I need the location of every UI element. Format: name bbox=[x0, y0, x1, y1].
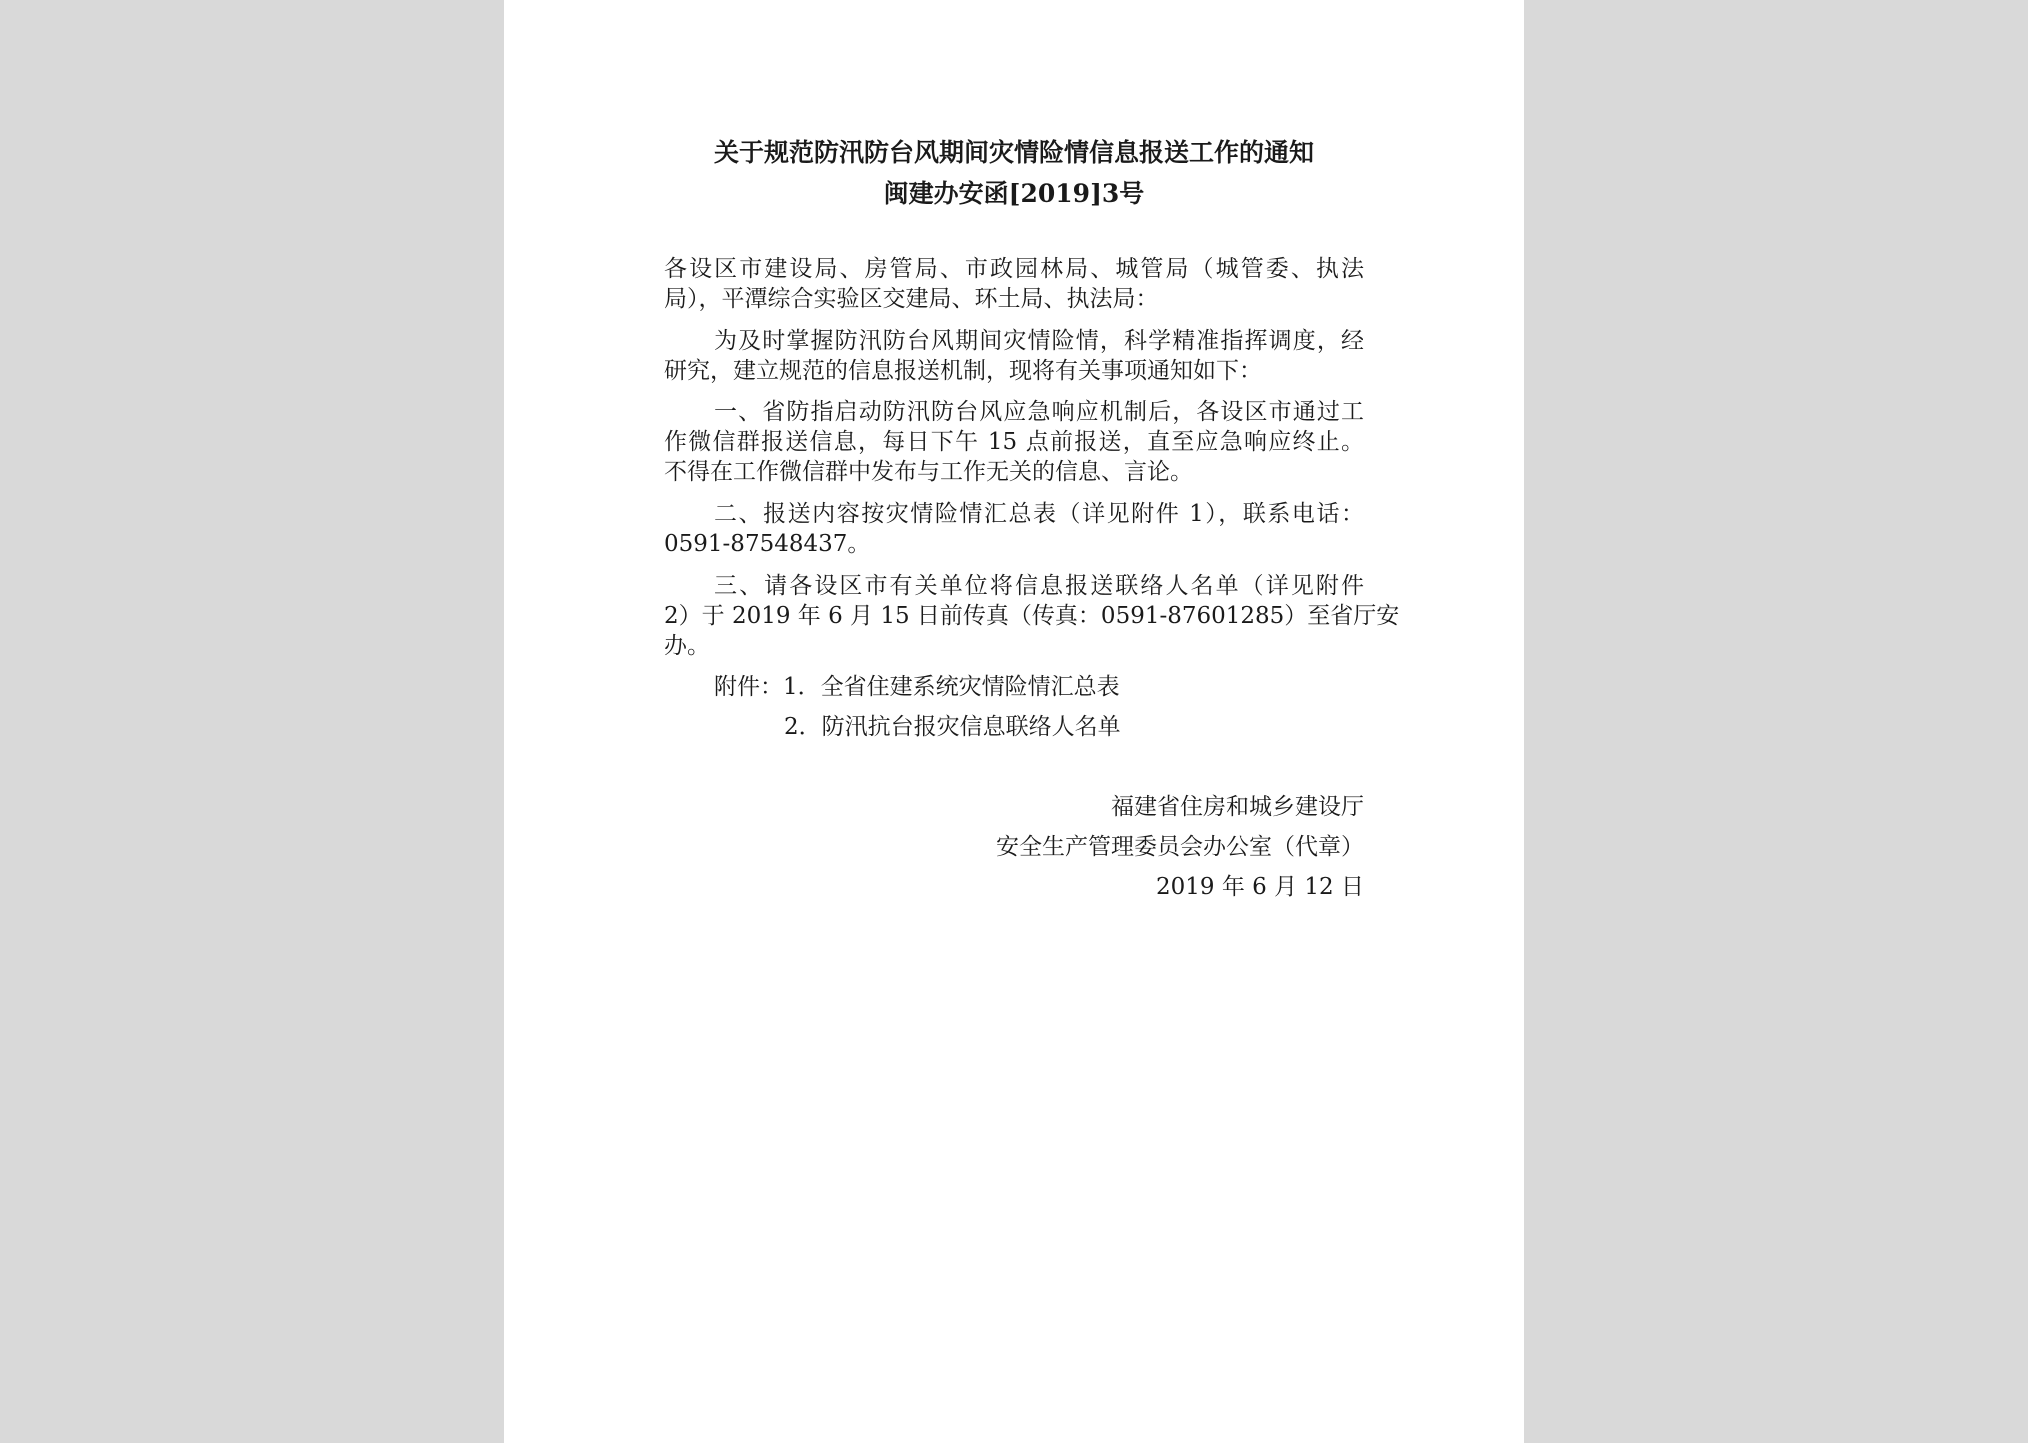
intro-line-1: 为及时掌握防汛防台风期间灾情险情，科学精准指挥调度，经 bbox=[714, 328, 1364, 354]
item3-line-1: 三、请各设区市有关单位将信息报送联络人名单（详见附件 bbox=[714, 573, 1364, 599]
item3-line-3: 办。 bbox=[664, 633, 710, 659]
signature-org-2: 安全生产管理委员会办公室（代章） bbox=[996, 834, 1364, 860]
salutation-line-1: 各设区市建设局、房管局、市政园林局、城管局（城管委、执法 bbox=[664, 256, 1364, 282]
signature-date: 2019 年 6 月 12 日 bbox=[1156, 874, 1364, 900]
intro-line-2: 研究，建立规范的信息报送机制，现将有关事项通知如下： bbox=[664, 358, 1262, 384]
salutation-line-2: 局），平潭综合实验区交建局、环土局、执法局： bbox=[664, 286, 1159, 312]
item3-line-2: 2）于 2019 年 6 月 15 日前传真（传真：0591-87601285）至省厅安 bbox=[664, 603, 1400, 629]
document-number: 闽建办安函[2019]3号 bbox=[883, 179, 1145, 208]
signature-org-1: 福建省住房和城乡建设厅 bbox=[1111, 794, 1364, 820]
document-page bbox=[504, 0, 1524, 1443]
attachment-line-1: 附件：1．全省住建系统灾情险情汇总表 bbox=[714, 674, 1120, 700]
item1-line-2: 作微信群报送信息，每日下午 15 点前报送，直至应急响应终止。 bbox=[664, 429, 1364, 455]
item1-line-1: 一、省防指启动防汛防台风应急响应机制后，各设区市通过工 bbox=[714, 399, 1364, 425]
item2-line-2: 0591-87548437。 bbox=[664, 531, 871, 557]
item2-line-1: 二、报送内容按灾情险情汇总表（详见附件 1），联系电话： bbox=[714, 501, 1364, 527]
document-title: 关于规范防汛防台风期间灾情险情信息报送工作的通知 bbox=[713, 138, 1314, 167]
item1-line-3: 不得在工作微信群中发布与工作无关的信息、言论。 bbox=[664, 459, 1193, 485]
attachment-line-2: 2．防汛抗台报灾信息联络人名单 bbox=[784, 714, 1121, 740]
